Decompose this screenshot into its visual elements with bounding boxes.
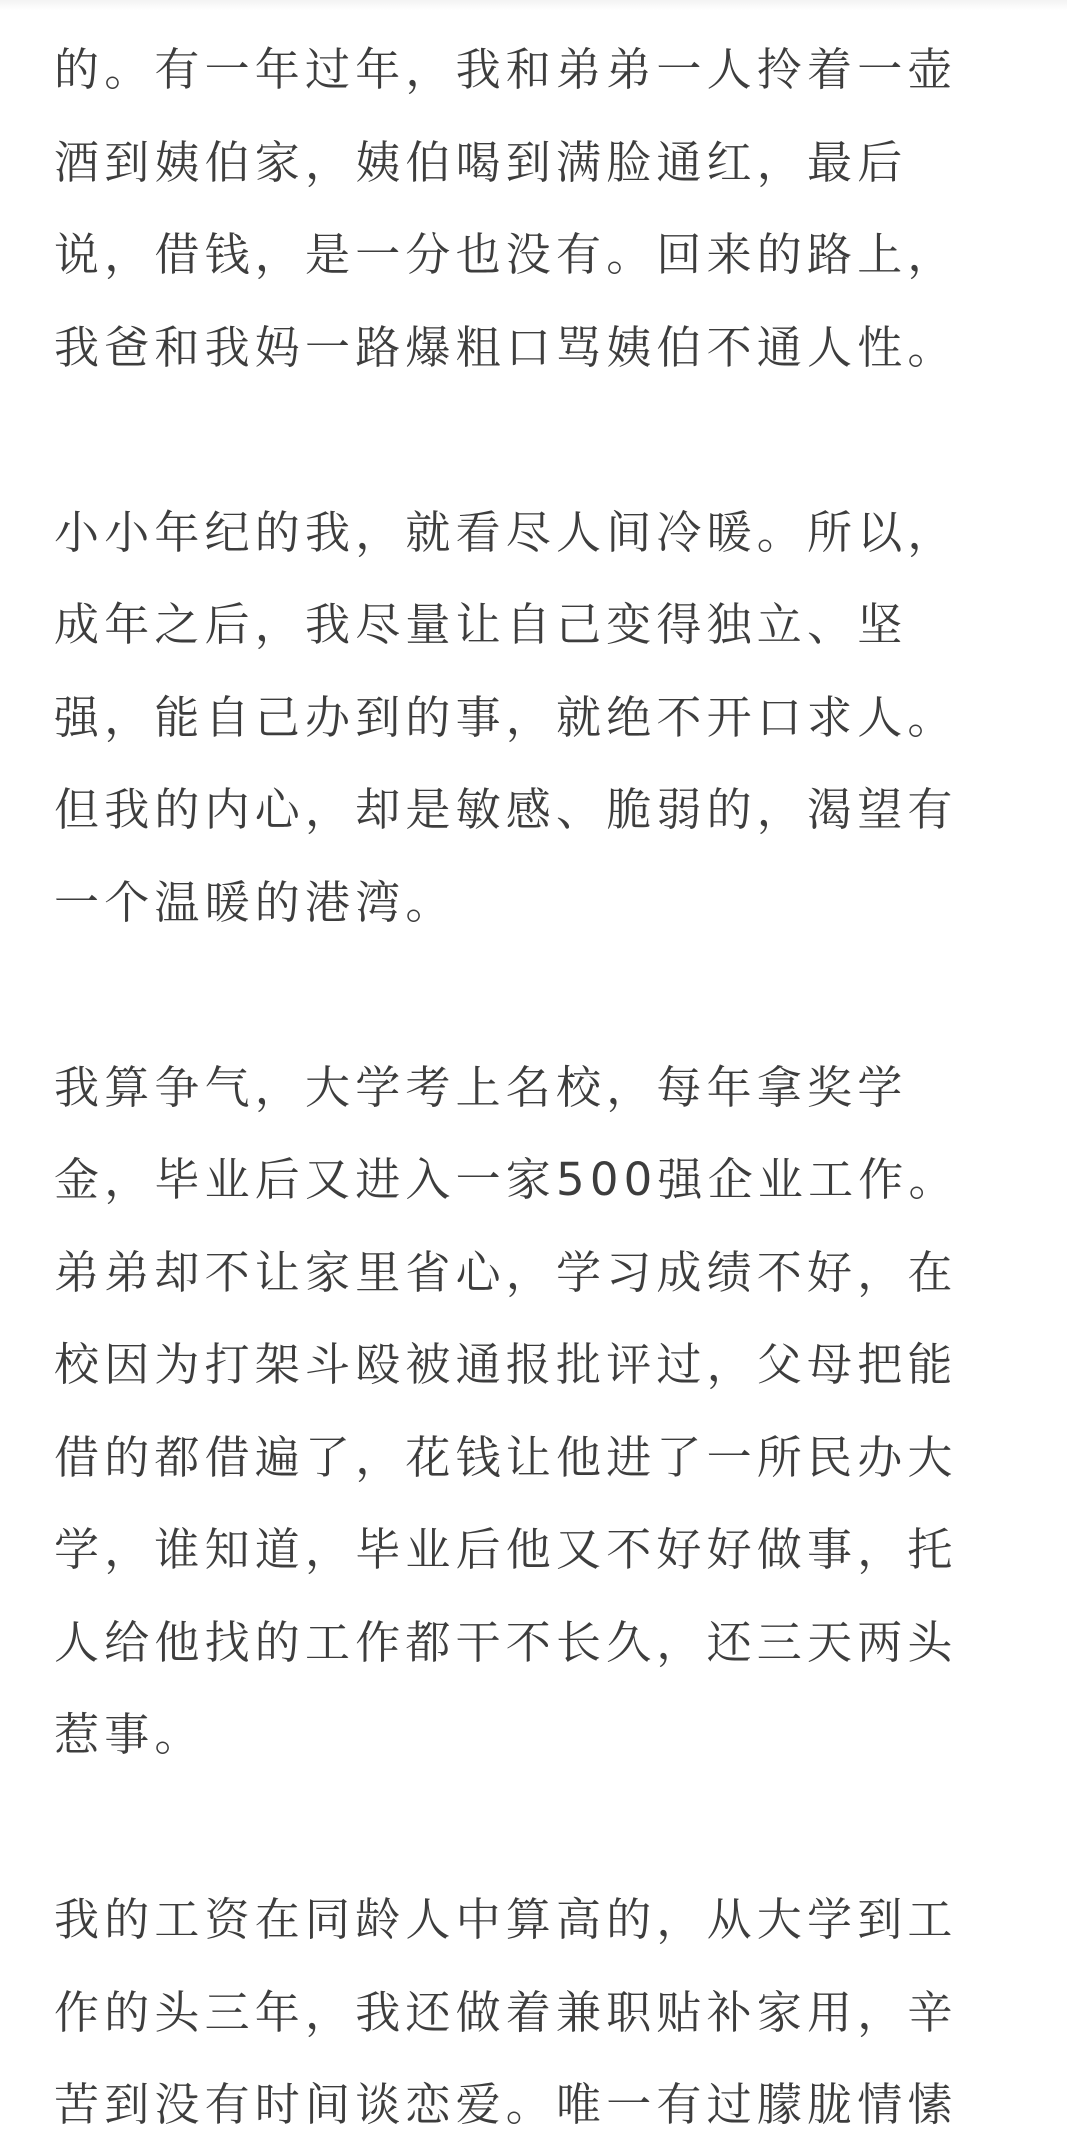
text-line: 苦到没有时间谈恋爱。唯一有过朦胧情愫 <box>54 2078 958 2131</box>
text-line: 的。有一年过年，我和弟弟一人拎着一壶 <box>54 43 958 96</box>
text-line: 作的头三年，我还做着兼职贴补家用，辛 <box>54 1985 958 2039</box>
text-line: 我爸和我妈一路爆粗口骂姨伯不通人性。 <box>54 320 958 374</box>
paragraph-spacer <box>54 394 1014 487</box>
text-line: 小小年纪的我，就看尽人间冷暖。所以， <box>54 505 958 559</box>
text-line: 强，能自己办到的事，就绝不开口求人。 <box>54 690 958 744</box>
paragraph-3 <box>54 1042 1014 1782</box>
article-body <box>54 24 1014 2152</box>
text-line: 金，毕业后又进入一家500强企业工作。 <box>54 1153 959 1206</box>
top-divider <box>0 0 1067 10</box>
text-line: 借的都借遍了，花钱让他进了一所民办大 <box>54 1430 958 1484</box>
text-line: 说，借钱，是一分也没有。回来的路上， <box>54 228 958 281</box>
text-line: 我的工资在同龄人中算高的，从大学到工 <box>54 1893 958 1946</box>
text-line: 酒到姨伯家，姨伯喝到满脸通红，最后 <box>54 135 908 189</box>
paragraph-spacer <box>54 1782 1014 1875</box>
text-line: 学，谁知道，毕业后他又不好好做事，托 <box>54 1523 958 1576</box>
text-line: 但我的内心，却是敏感、脆弱的，渴望有 <box>54 783 958 836</box>
text-line: 我算争气，大学考上名校，每年拿奖学 <box>54 1060 908 1114</box>
text-line: 惹事。 <box>54 1708 205 1761</box>
text-line: 一个温暖的港湾。 <box>54 875 456 929</box>
paragraph-spacer <box>54 949 1014 1042</box>
paragraph-4 <box>54 1874 1014 2152</box>
text-line: 校因为打架斗殴被通报批评过，父母把能 <box>54 1338 958 1391</box>
text-line: 成年之后，我尽量让自己变得独立、坚 <box>54 598 908 651</box>
paragraph-1 <box>54 24 1014 394</box>
text-line: 弟弟却不让家里省心，学习成绩不好，在 <box>54 1245 958 1299</box>
paragraph-2 <box>54 487 1014 950</box>
text-line: 人给他找的工作都干不长久，还三天两头 <box>54 1615 958 1669</box>
